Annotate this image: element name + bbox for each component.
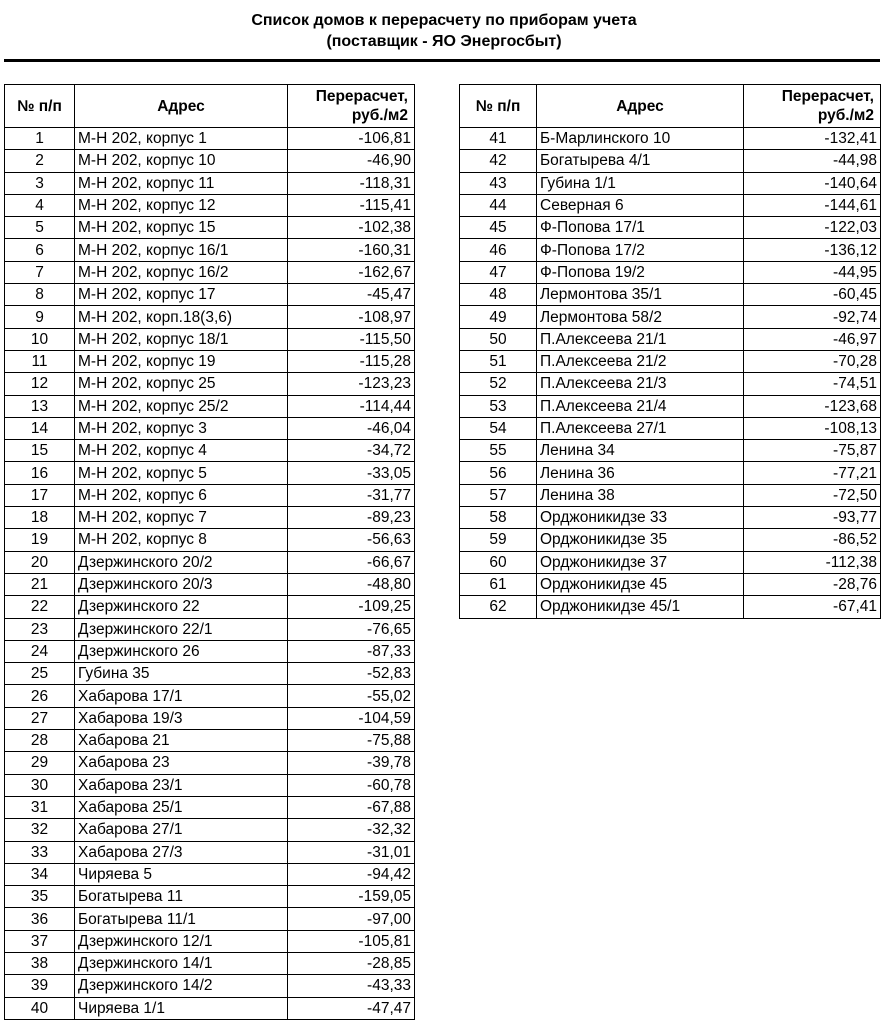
table-row bbox=[5, 863, 415, 885]
page-title bbox=[0, 10, 888, 52]
row-number: 38 bbox=[5, 952, 75, 974]
header-amount-line1: Перерасчет, bbox=[781, 88, 874, 105]
table-row bbox=[460, 462, 881, 484]
row-number: 20 bbox=[5, 551, 75, 573]
row-amount: -87,33 bbox=[288, 640, 415, 662]
row-address: М-Н 202, корпус 8 bbox=[75, 529, 288, 551]
row-amount: -46,90 bbox=[288, 150, 415, 172]
row-address: Дзержинского 14/2 bbox=[75, 975, 288, 997]
row-amount: -75,88 bbox=[288, 730, 415, 752]
table-row bbox=[5, 172, 415, 194]
row-amount: -159,05 bbox=[288, 886, 415, 908]
row-address: Лермонтова 58/2 bbox=[537, 306, 744, 328]
row-number: 56 bbox=[460, 462, 537, 484]
row-number: 43 bbox=[460, 172, 537, 194]
row-address: М-Н 202, корпус 16/1 bbox=[75, 239, 288, 261]
table-row bbox=[460, 128, 881, 150]
row-address: Хабарова 17/1 bbox=[75, 685, 288, 707]
row-address: Богатырева 11/1 bbox=[75, 908, 288, 930]
row-amount: -77,21 bbox=[744, 462, 881, 484]
row-number: 28 bbox=[5, 730, 75, 752]
row-amount: -33,05 bbox=[288, 462, 415, 484]
row-amount: -89,23 bbox=[288, 507, 415, 529]
row-amount: -160,31 bbox=[288, 239, 415, 261]
table-row bbox=[5, 796, 415, 818]
row-number: 51 bbox=[460, 350, 537, 372]
row-number: 8 bbox=[5, 284, 75, 306]
header-amount bbox=[288, 85, 415, 128]
row-amount: -52,83 bbox=[288, 663, 415, 685]
row-number: 4 bbox=[5, 194, 75, 216]
row-number: 48 bbox=[460, 284, 537, 306]
table-row bbox=[5, 886, 415, 908]
header-amount-line2: руб./м2 bbox=[351, 107, 408, 124]
row-number: 34 bbox=[5, 863, 75, 885]
row-amount: -112,38 bbox=[744, 551, 881, 573]
table-row bbox=[5, 217, 415, 239]
row-amount: -140,64 bbox=[744, 172, 881, 194]
table-row bbox=[5, 529, 415, 551]
row-number: 46 bbox=[460, 239, 537, 261]
row-number: 32 bbox=[5, 819, 75, 841]
row-address: М-Н 202, корпус 15 bbox=[75, 217, 288, 239]
row-number: 11 bbox=[5, 350, 75, 372]
row-address: Хабарова 21 bbox=[75, 730, 288, 752]
row-amount: -123,68 bbox=[744, 395, 881, 417]
row-address: Хабарова 27/1 bbox=[75, 819, 288, 841]
left-table-body bbox=[5, 128, 415, 1020]
row-number: 61 bbox=[460, 573, 537, 595]
row-address: М-Н 202, корпус 11 bbox=[75, 172, 288, 194]
row-number: 57 bbox=[460, 484, 537, 506]
row-number: 12 bbox=[5, 373, 75, 395]
row-number: 36 bbox=[5, 908, 75, 930]
row-number: 9 bbox=[5, 306, 75, 328]
row-number: 30 bbox=[5, 774, 75, 796]
row-amount: -123,23 bbox=[288, 373, 415, 395]
table-row bbox=[5, 440, 415, 462]
row-amount: -97,00 bbox=[288, 908, 415, 930]
row-amount: -28,76 bbox=[744, 573, 881, 595]
row-number: 31 bbox=[5, 796, 75, 818]
table-row bbox=[5, 306, 415, 328]
row-address: Хабарова 27/3 bbox=[75, 841, 288, 863]
row-number: 47 bbox=[460, 261, 537, 283]
row-number: 23 bbox=[5, 618, 75, 640]
row-address: Орджоникидзе 35 bbox=[537, 529, 744, 551]
row-amount: -46,97 bbox=[744, 328, 881, 350]
row-number: 26 bbox=[5, 685, 75, 707]
row-amount: -105,81 bbox=[288, 930, 415, 952]
row-number: 44 bbox=[460, 194, 537, 216]
table-row bbox=[460, 573, 881, 595]
row-amount: -44,95 bbox=[744, 261, 881, 283]
table-row bbox=[5, 752, 415, 774]
row-number: 24 bbox=[5, 640, 75, 662]
row-number: 3 bbox=[5, 172, 75, 194]
row-address: Дзержинского 14/1 bbox=[75, 952, 288, 974]
table-row bbox=[5, 150, 415, 172]
row-number: 50 bbox=[460, 328, 537, 350]
row-address: Хабарова 19/3 bbox=[75, 707, 288, 729]
row-address: П.Алексеева 21/3 bbox=[537, 373, 744, 395]
table-row bbox=[5, 975, 415, 997]
row-number: 16 bbox=[5, 462, 75, 484]
row-address: М-Н 202, корпус 10 bbox=[75, 150, 288, 172]
row-number: 22 bbox=[5, 596, 75, 618]
row-number: 40 bbox=[5, 997, 75, 1019]
row-amount: -46,04 bbox=[288, 417, 415, 439]
row-amount: -122,03 bbox=[744, 217, 881, 239]
row-address: М-Н 202, корпус 18/1 bbox=[75, 328, 288, 350]
table-row bbox=[5, 819, 415, 841]
row-amount: -67,41 bbox=[744, 596, 881, 618]
table-row bbox=[460, 373, 881, 395]
row-number: 14 bbox=[5, 417, 75, 439]
row-address: Хабарова 23/1 bbox=[75, 774, 288, 796]
table-row bbox=[5, 841, 415, 863]
row-amount: -67,88 bbox=[288, 796, 415, 818]
row-number: 18 bbox=[5, 507, 75, 529]
row-number: 58 bbox=[460, 507, 537, 529]
row-address: Дзержинского 26 bbox=[75, 640, 288, 662]
table-row bbox=[460, 484, 881, 506]
left-table-header bbox=[5, 85, 415, 128]
row-amount: -66,67 bbox=[288, 551, 415, 573]
table-row bbox=[5, 395, 415, 417]
row-address: Орджоникидзе 33 bbox=[537, 507, 744, 529]
row-address: Губина 1/1 bbox=[537, 172, 744, 194]
row-address: Дзержинского 20/3 bbox=[75, 573, 288, 595]
row-number: 1 bbox=[5, 128, 75, 150]
table-row bbox=[5, 350, 415, 372]
row-amount: -132,41 bbox=[744, 128, 881, 150]
row-address: П.Алексеева 21/4 bbox=[537, 395, 744, 417]
row-number: 62 bbox=[460, 596, 537, 618]
table-row bbox=[5, 997, 415, 1019]
title-line-1: Список домов к перерасчету по приборам учета bbox=[251, 12, 637, 29]
header-num: № п/п bbox=[5, 85, 75, 128]
row-number: 39 bbox=[5, 975, 75, 997]
row-amount: -136,12 bbox=[744, 239, 881, 261]
row-number: 41 bbox=[460, 128, 537, 150]
table-row bbox=[460, 551, 881, 573]
table-row bbox=[5, 930, 415, 952]
table-row bbox=[460, 217, 881, 239]
table-row bbox=[460, 440, 881, 462]
row-amount: -76,65 bbox=[288, 618, 415, 640]
row-address: П.Алексеева 27/1 bbox=[537, 417, 744, 439]
row-address: Ф-Попова 17/1 bbox=[537, 217, 744, 239]
row-amount: -108,13 bbox=[744, 417, 881, 439]
row-number: 49 bbox=[460, 306, 537, 328]
table-row bbox=[460, 328, 881, 350]
row-address: Богатырева 11 bbox=[75, 886, 288, 908]
row-amount: -48,80 bbox=[288, 573, 415, 595]
row-address: Орджоникидзе 45/1 bbox=[537, 596, 744, 618]
row-number: 15 bbox=[5, 440, 75, 462]
table-row bbox=[5, 618, 415, 640]
row-amount: -115,41 bbox=[288, 194, 415, 216]
row-amount: -55,02 bbox=[288, 685, 415, 707]
row-number: 52 bbox=[460, 373, 537, 395]
row-address: М-Н 202, корпус 19 bbox=[75, 350, 288, 372]
row-amount: -109,25 bbox=[288, 596, 415, 618]
row-address: Ленина 34 bbox=[537, 440, 744, 462]
row-amount: -75,87 bbox=[744, 440, 881, 462]
row-amount: -114,44 bbox=[288, 395, 415, 417]
header-num: № п/п bbox=[460, 85, 537, 128]
row-number: 21 bbox=[5, 573, 75, 595]
row-amount: -70,28 bbox=[744, 350, 881, 372]
row-address: Хабарова 25/1 bbox=[75, 796, 288, 818]
table-row bbox=[460, 306, 881, 328]
row-number: 35 bbox=[5, 886, 75, 908]
row-number: 7 bbox=[5, 261, 75, 283]
row-number: 29 bbox=[5, 752, 75, 774]
row-number: 5 bbox=[5, 217, 75, 239]
row-amount: -31,01 bbox=[288, 841, 415, 863]
row-address: Лермонтова 35/1 bbox=[537, 284, 744, 306]
row-amount: -43,33 bbox=[288, 975, 415, 997]
row-number: 25 bbox=[5, 663, 75, 685]
table-row bbox=[460, 284, 881, 306]
header-amount-line2: руб./м2 bbox=[817, 107, 874, 124]
table-row bbox=[460, 507, 881, 529]
row-amount: -34,72 bbox=[288, 440, 415, 462]
table-row bbox=[460, 417, 881, 439]
row-amount: -44,98 bbox=[744, 150, 881, 172]
row-address: Орджоникидзе 37 bbox=[537, 551, 744, 573]
left-table bbox=[4, 84, 415, 1020]
header-address: Адрес bbox=[75, 85, 288, 128]
row-address: П.Алексеева 21/1 bbox=[537, 328, 744, 350]
table-row bbox=[460, 150, 881, 172]
table-row bbox=[5, 261, 415, 283]
row-amount: -102,38 bbox=[288, 217, 415, 239]
row-address: П.Алексеева 21/2 bbox=[537, 350, 744, 372]
row-address: Дзержинского 12/1 bbox=[75, 930, 288, 952]
row-number: 59 bbox=[460, 529, 537, 551]
row-amount: -74,51 bbox=[744, 373, 881, 395]
row-amount: -108,97 bbox=[288, 306, 415, 328]
row-number: 17 bbox=[5, 484, 75, 506]
row-number: 13 bbox=[5, 395, 75, 417]
row-amount: -115,28 bbox=[288, 350, 415, 372]
header-address: Адрес bbox=[537, 85, 744, 128]
table-row bbox=[460, 529, 881, 551]
row-number: 27 bbox=[5, 707, 75, 729]
row-address: Ф-Попова 17/2 bbox=[537, 239, 744, 261]
row-amount: -60,78 bbox=[288, 774, 415, 796]
row-amount: -56,63 bbox=[288, 529, 415, 551]
row-number: 19 bbox=[5, 529, 75, 551]
row-amount: -144,61 bbox=[744, 194, 881, 216]
row-number: 42 bbox=[460, 150, 537, 172]
row-address: Чиряева 5 bbox=[75, 863, 288, 885]
row-amount: -32,32 bbox=[288, 819, 415, 841]
title-divider bbox=[4, 59, 880, 62]
row-address: М-Н 202, корпус 7 bbox=[75, 507, 288, 529]
row-address: Орджоникидзе 45 bbox=[537, 573, 744, 595]
row-amount: -31,77 bbox=[288, 484, 415, 506]
row-amount: -106,81 bbox=[288, 128, 415, 150]
title-line-2: (поставщик - ЯО Энергосбыт) bbox=[326, 33, 562, 50]
table-row bbox=[5, 707, 415, 729]
row-address: Ф-Попова 19/2 bbox=[537, 261, 744, 283]
row-address: Ленина 36 bbox=[537, 462, 744, 484]
table-row bbox=[5, 596, 415, 618]
row-address: М-Н 202, корпус 12 bbox=[75, 194, 288, 216]
table-row bbox=[460, 395, 881, 417]
table-row bbox=[460, 596, 881, 618]
row-address: М-Н 202, корпус 25 bbox=[75, 373, 288, 395]
table-row bbox=[5, 730, 415, 752]
row-address: М-Н 202, корп.18(3,6) bbox=[75, 306, 288, 328]
row-amount: -118,31 bbox=[288, 172, 415, 194]
row-address: Дзержинского 22/1 bbox=[75, 618, 288, 640]
table-row bbox=[5, 507, 415, 529]
row-address: М-Н 202, корпус 25/2 bbox=[75, 395, 288, 417]
row-amount: -72,50 bbox=[744, 484, 881, 506]
row-number: 10 bbox=[5, 328, 75, 350]
table-row bbox=[5, 239, 415, 261]
table-row bbox=[5, 484, 415, 506]
row-amount: -60,45 bbox=[744, 284, 881, 306]
row-address: Губина 35 bbox=[75, 663, 288, 685]
row-number: 37 bbox=[5, 930, 75, 952]
row-number: 60 bbox=[460, 551, 537, 573]
row-address: М-Н 202, корпус 4 bbox=[75, 440, 288, 462]
table-row bbox=[460, 239, 881, 261]
right-table bbox=[459, 84, 881, 619]
table-row bbox=[5, 328, 415, 350]
row-number: 33 bbox=[5, 841, 75, 863]
row-address: Чиряева 1/1 bbox=[75, 997, 288, 1019]
row-amount: -162,67 bbox=[288, 261, 415, 283]
row-number: 55 bbox=[460, 440, 537, 462]
table-row bbox=[5, 551, 415, 573]
row-amount: -45,47 bbox=[288, 284, 415, 306]
row-address: М-Н 202, корпус 17 bbox=[75, 284, 288, 306]
row-amount: -94,42 bbox=[288, 863, 415, 885]
header-amount-line1: Перерасчет, bbox=[315, 88, 408, 105]
right-table-header bbox=[460, 85, 881, 128]
row-amount: -39,78 bbox=[288, 752, 415, 774]
row-address: М-Н 202, корпус 1 bbox=[75, 128, 288, 150]
row-address: Ленина 38 bbox=[537, 484, 744, 506]
row-address: Дзержинского 20/2 bbox=[75, 551, 288, 573]
table-row bbox=[5, 640, 415, 662]
table-row bbox=[460, 172, 881, 194]
header-amount bbox=[744, 85, 881, 128]
table-row bbox=[5, 373, 415, 395]
row-address: М-Н 202, корпус 16/2 bbox=[75, 261, 288, 283]
table-row bbox=[5, 284, 415, 306]
table-row bbox=[460, 261, 881, 283]
row-amount: -47,47 bbox=[288, 997, 415, 1019]
table-row bbox=[5, 417, 415, 439]
row-address: Б-Марлинского 10 bbox=[537, 128, 744, 150]
table-row bbox=[5, 194, 415, 216]
row-address: Дзержинского 22 bbox=[75, 596, 288, 618]
table-row bbox=[5, 573, 415, 595]
row-address: Хабарова 23 bbox=[75, 752, 288, 774]
row-amount: -115,50 bbox=[288, 328, 415, 350]
table-row bbox=[5, 663, 415, 685]
row-address: М-Н 202, корпус 3 bbox=[75, 417, 288, 439]
row-amount: -92,74 bbox=[744, 306, 881, 328]
right-table-body bbox=[460, 128, 881, 619]
row-amount: -93,77 bbox=[744, 507, 881, 529]
table-row bbox=[5, 908, 415, 930]
row-address: М-Н 202, корпус 6 bbox=[75, 484, 288, 506]
row-amount: -104,59 bbox=[288, 707, 415, 729]
row-number: 6 bbox=[5, 239, 75, 261]
row-number: 54 bbox=[460, 417, 537, 439]
table-row bbox=[460, 350, 881, 372]
row-address: М-Н 202, корпус 5 bbox=[75, 462, 288, 484]
table-row bbox=[5, 462, 415, 484]
row-amount: -28,85 bbox=[288, 952, 415, 974]
row-number: 53 bbox=[460, 395, 537, 417]
row-number: 2 bbox=[5, 150, 75, 172]
table-row bbox=[460, 194, 881, 216]
table-row bbox=[5, 774, 415, 796]
row-number: 45 bbox=[460, 217, 537, 239]
table-row bbox=[5, 952, 415, 974]
row-amount: -86,52 bbox=[744, 529, 881, 551]
table-row bbox=[5, 128, 415, 150]
table-row bbox=[5, 685, 415, 707]
row-address: Богатырева 4/1 bbox=[537, 150, 744, 172]
row-address: Северная 6 bbox=[537, 194, 744, 216]
